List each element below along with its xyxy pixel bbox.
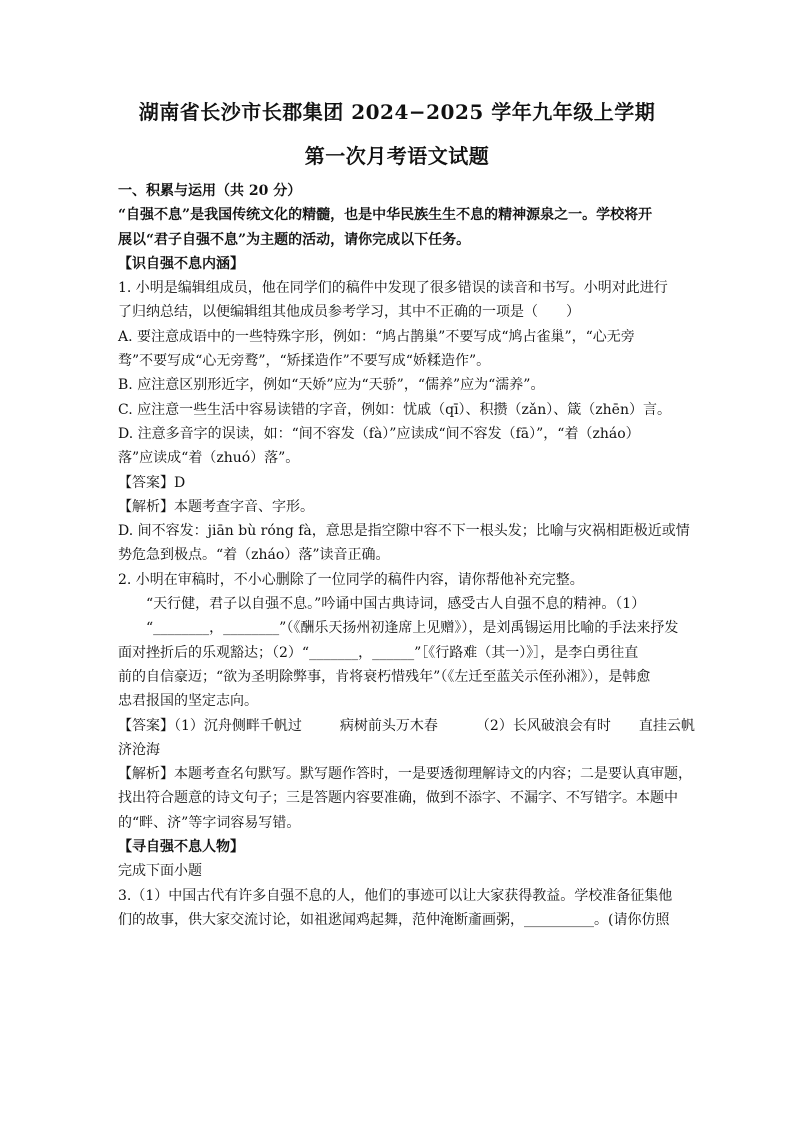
question-text: 前的自信豪迈；“欲为圣明除弊事，肯将衰朽惜残年”（《左迁至蓝关示侄孙湘》），是韩愈 (118, 668, 651, 685)
analysis-text: 找出符合题意的诗文句子；三是答题内容要准确，做到不添字、不漏字、不写错字。本题中 (118, 790, 678, 807)
subsection-heading: 【寻自强不息人物】 (118, 839, 244, 856)
question-text: “天行健，君子以自强不息。”吟诵中国古典诗词，感受古人自强不息的精神。（1） (146, 596, 646, 613)
analysis-text: 【解析】本题考查字音、字形。 (118, 498, 314, 515)
explanation-text: 势危急到极点。“着（zháo）落”读音正确。 (118, 547, 390, 564)
question-text: 3.（1）中国古代有许多自强不息的人，他们的事迹可以让大家获得教益。学校准备征集他 (118, 887, 673, 904)
analysis-text: 的“畔、济”等字词容易写错。 (118, 814, 301, 831)
question-text: “________，________”（《酬乐天扬州初逢席上见赠》），是刘禹锡运用比喻的手法来抒发 (146, 620, 679, 637)
question-text: 了归纳总结，以便编辑组其他成员参考学习，其中不正确的一项是（ ） (118, 304, 580, 321)
analysis-text: 【解析】本题考查名句默写。默写题作答时，一是要透彻理解诗文的内容；二是要认真审题， (118, 766, 692, 783)
option-a: A. 要注意成语中的一些特殊字形，例如：“鸠占鹊巢”不要写成“鸠占雀巢”，“心无旁 (118, 328, 635, 345)
question-text: 面对挫折后的乐观豁达；（2）“_______，______”［《行路难（其一）》］，是李白勇往直 (118, 644, 639, 661)
option-c: C. 应注意一些生活中容易读错的字音，例如：忧戚（qī）、积攒（zǎn）、箴（zhēn）言。 (118, 401, 671, 418)
instruction-text: 完成下面小题 (118, 863, 202, 880)
document-body (118, 179, 695, 932)
question-text: 忠君报国的坚定志向。 (118, 693, 258, 710)
explanation-text: D. 间不容发：jiān bù róng fà，意思是指空隙中容不下一根头发；比喻与灾祸相距极近或情 (118, 523, 690, 540)
intro-text: 展以“君子自强不息”为主题的活动，请你完成以下任务。 (118, 231, 471, 248)
subsection-heading: 【识自强不息内涵】 (118, 255, 244, 272)
question-text: 们的故事，供大家交流讨论，如祖逖闻鸡起舞，范仲淹断齑画粥，__________。(请你仿照 (118, 911, 670, 928)
answer-item: （2）长风破浪会有时 (475, 717, 611, 734)
answer-item: 济沧海 (118, 741, 160, 758)
option-b: B. 应注意区别形近字，例如“天娇”应为“天骄”，“儒养”应为“濡养”。 (118, 377, 545, 394)
answer-item: （1）沉舟侧畔千帆过 (174, 717, 302, 734)
answer-label: 【答案】 (118, 717, 174, 734)
document-title-line2: 第一次月考语文试题 (304, 144, 490, 168)
section-heading: 一、积累与运用（共 20 分） (118, 183, 302, 199)
option-d: D. 注意多音字的误读，如：“间不容发（fà）”应读成“间不容发（fā）”，“着（zháo） (118, 425, 640, 442)
question-text: 1. 小明是编辑组成员，他在同学们的稿件中发现了很多错误的读音和书写。小明对此进行 (118, 280, 668, 297)
intro-text: “自强不息”是我国传统文化的精髓，也是中华民族生生不息的精神源泉之一。学校将开 (118, 207, 653, 224)
document-title-line1: 湖南省长沙市长郡集团 2024−2025 学年九年级上学期 (138, 100, 656, 124)
answer-text: 【答案】D (118, 474, 186, 491)
answer-item: 病树前头万木春 (339, 717, 438, 734)
option-d: 落”应读成“着（zhuó）落”。 (118, 450, 300, 467)
question-text: 2. 小明在审稿时，不小心删除了一位同学的稿件内容，请你帮他补充完整。 (118, 571, 584, 588)
option-a: 骛”不要写成“心无旁鹜”，“矫揉造作”不要写成“娇糅造作”。 (118, 353, 491, 370)
answer-item: 直挂云帆 (638, 717, 695, 734)
answer-line (118, 714, 695, 738)
